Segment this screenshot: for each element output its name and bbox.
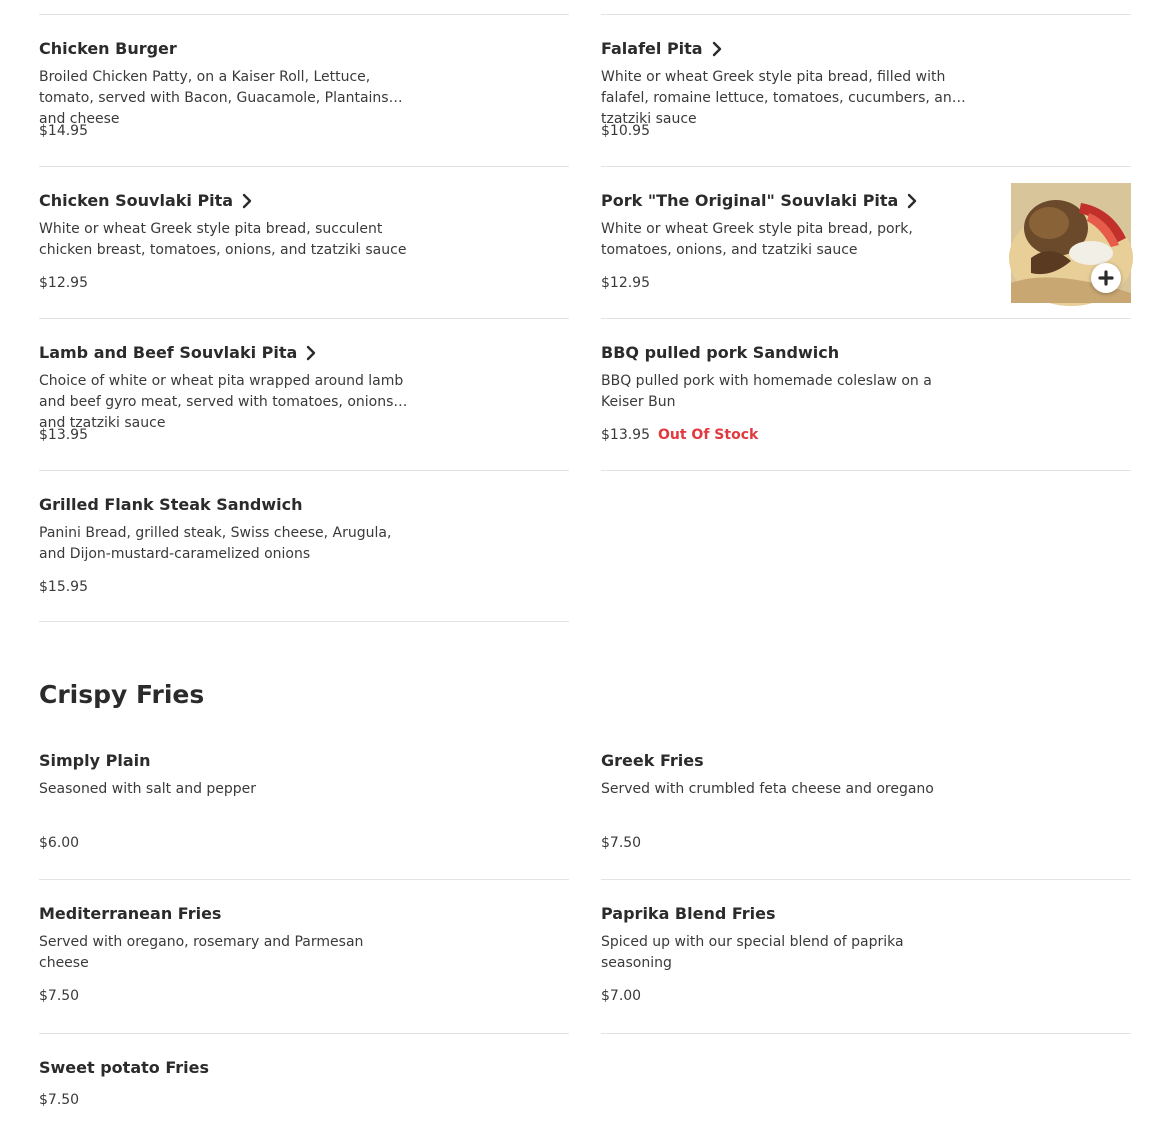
item-description: Choice of white or wheat pita wrapped around lamb and beef gyro meat, served with tomatoes, onions, and tzatziki sauce (39, 373, 404, 431)
item-description: Panini Bread, grilled steak, Swiss cheese, Arugula, and Dijon-mustard-caramelized onions (39, 525, 392, 562)
out-of-stock-badge: Out Of Stock (658, 427, 759, 443)
menu-item-falafel-pita[interactable] (601, 14, 1131, 166)
item-image[interactable] (1011, 183, 1131, 303)
menu-item-lamb-beef-souvlaki-pita[interactable] (39, 318, 569, 470)
chevron-right-icon (241, 194, 253, 208)
menu-item-bbq-pulled-pork-sandwich[interactable] (601, 318, 1131, 470)
section-title-crispy-fries: Crispy Fries (39, 680, 205, 709)
item-description: White or wheat Greek style pita bread, succulent chicken breast, tomatoes, onions, and tzatziki sauce (39, 221, 407, 258)
menu-item-mediterranean-fries[interactable] (39, 879, 569, 1031)
menu-item-paprika-blend-fries[interactable] (601, 879, 1131, 1031)
item-name: Simply Plain (39, 751, 151, 770)
item-name: Sweet potato Fries (39, 1058, 209, 1077)
menu-item-simply-plain[interactable] (39, 727, 569, 879)
item-description: BBQ pulled pork with homemade coleslaw on a Keiser Bun (601, 373, 932, 410)
plus-icon (1098, 270, 1114, 286)
grid-filler (601, 470, 1131, 622)
item-description: White or wheat Greek style pita bread, pork, tomatoes, onions, and tzatziki sauce (601, 221, 913, 258)
item-description: Spiced up with our special blend of paprika seasoning (601, 934, 904, 971)
item-name: Mediterranean Fries (39, 904, 222, 923)
item-price: $7.50 (39, 988, 80, 1004)
item-price: $14.95 (39, 123, 88, 139)
menu-item-greek-fries[interactable] (601, 727, 1131, 879)
item-description: Broiled Chicken Patty, on a Kaiser Roll, Lettuce, tomato, served with Bacon, Guacamole, Plantains and cheese (39, 69, 389, 127)
item-name: Falafel Pita (601, 39, 723, 58)
item-name: Pork "The Original" Souvlaki Pita (601, 191, 918, 210)
item-name: Grilled Flank Steak Sandwich (39, 495, 303, 514)
item-price: $10.95 (601, 123, 650, 139)
item-description: Seasoned with salt and pepper (39, 781, 257, 797)
item-price: $7.50 (601, 835, 642, 851)
item-price: $12.95 (39, 275, 88, 291)
add-item-button[interactable] (1091, 263, 1121, 293)
menu-item-grilled-flank-steak-sandwich[interactable] (39, 470, 569, 622)
item-name: Greek Fries (601, 751, 704, 770)
chevron-right-icon (906, 194, 918, 208)
item-name: BBQ pulled pork Sandwich (601, 343, 840, 362)
chevron-right-icon (711, 42, 723, 56)
item-description: Served with crumbled feta cheese and oregano (601, 781, 934, 797)
item-price: $12.95 (601, 275, 650, 291)
chevron-right-icon (305, 346, 317, 360)
menu-item-sweet-potato-fries[interactable] (39, 1033, 569, 1147)
item-price: $6.00 (39, 835, 80, 851)
item-name: Paprika Blend Fries (601, 904, 776, 923)
item-name: Chicken Burger (39, 39, 177, 58)
item-price: $15.95 (39, 579, 88, 595)
menu-item-chicken-souvlaki-pita[interactable] (39, 166, 569, 318)
menu-items-grid (39, 14, 1131, 622)
item-description: Served with oregano, rosemary and Parmesan cheese (39, 934, 364, 971)
item-price: $13.95 (39, 427, 88, 443)
item-price: $7.00 (601, 988, 642, 1004)
item-price: $13.95 (601, 427, 650, 443)
item-name: Lamb and Beef Souvlaki Pita (39, 343, 317, 362)
item-name: Chicken Souvlaki Pita (39, 191, 253, 210)
item-description: White or wheat Greek style pita bread, filled with falafel, romaine lettuce, tomatoes, cucumbers, and tzatziki sauce (601, 69, 961, 127)
item-price: $7.50 (39, 1092, 80, 1108)
divider (601, 1033, 1131, 1034)
fries-items-grid (39, 727, 1131, 1031)
menu-item-pork-souvlaki-pita[interactable] (601, 166, 1131, 318)
menu-item-chicken-burger[interactable] (39, 14, 569, 166)
